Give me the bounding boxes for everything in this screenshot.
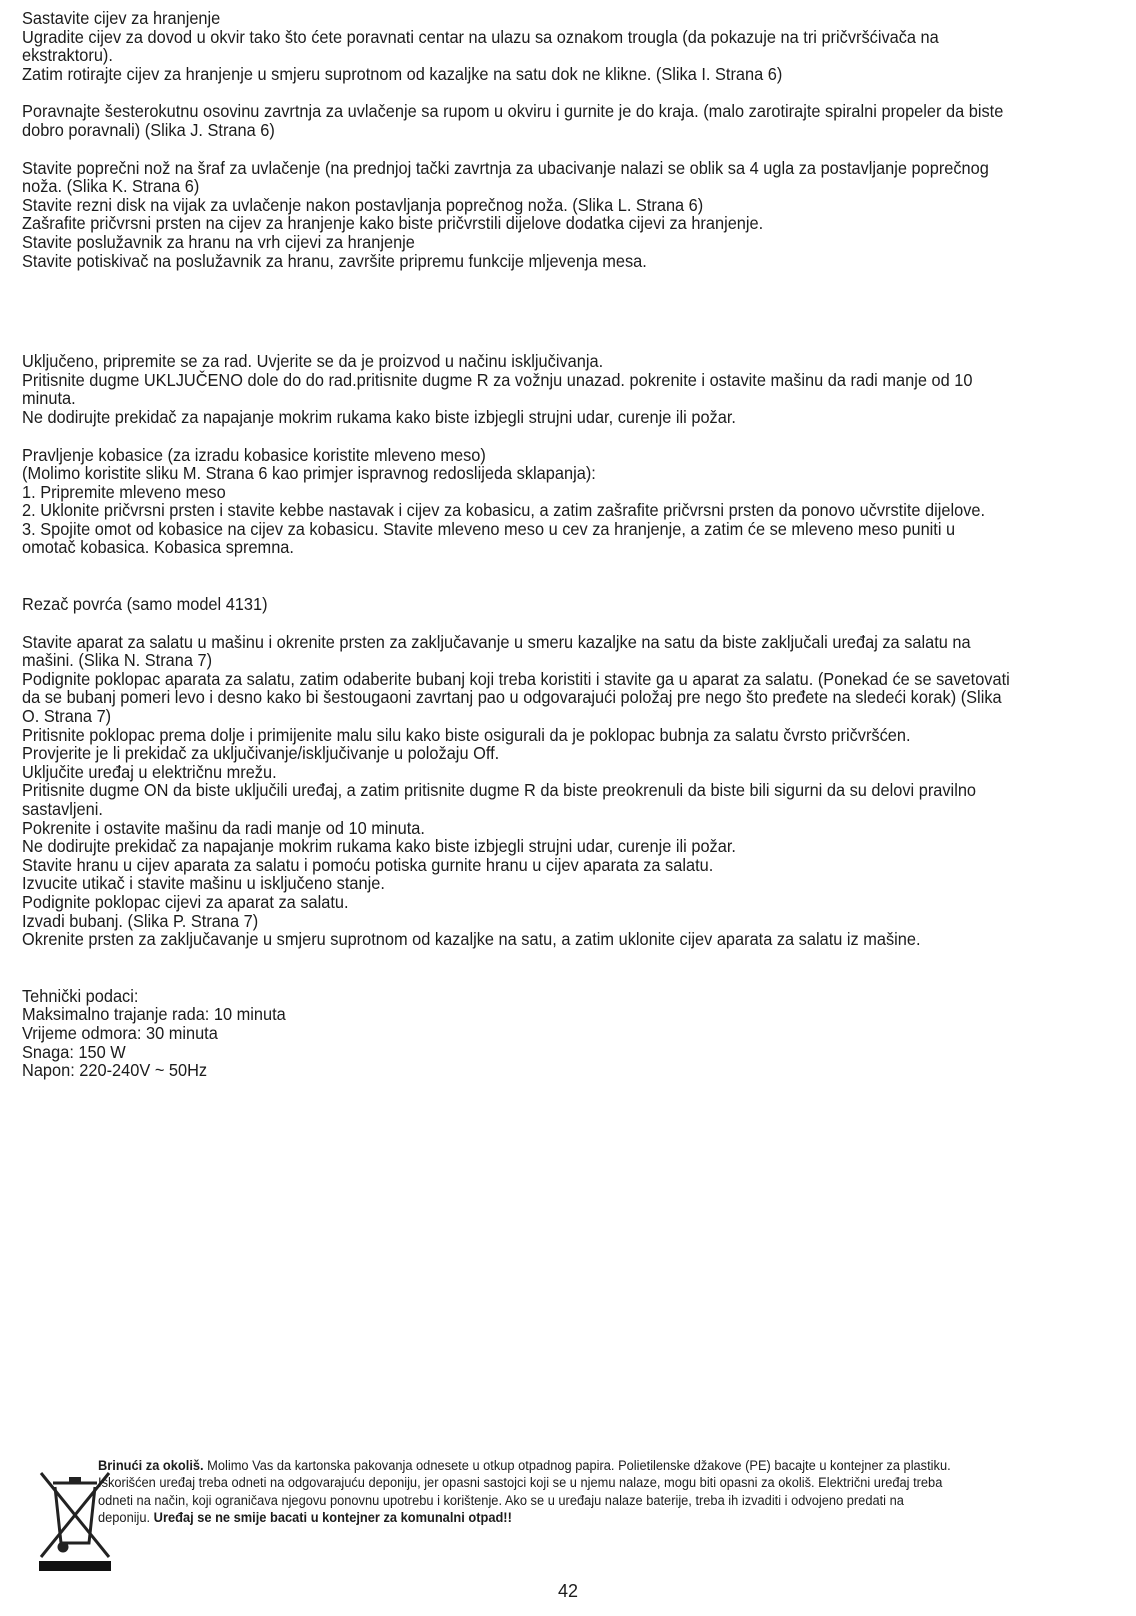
list-item: 3. Spojite omot od kobasice na cijev za kobasicu. Stavite mleveno meso u cev za hranjenje, a zatim će se mleveno meso puniti u — [22, 518, 956, 539]
text-line: Stavite poprečni nož na šraf za uvlačenje (na prednjoj tački zavrtnja za ubacivanje nalazi se oblik sa 4 ugla za postavljanje poprečnog — [22, 157, 989, 178]
page-number: 42 — [557, 1581, 579, 1601]
text-line: omotač kobasica. Kobasica spremna. — [22, 537, 294, 558]
text-line: Stavite hranu u cijev aparata za salatu i pomoću potiska gurnite hranu u cijev aparata za salatu. — [22, 854, 714, 875]
eco-line: Iskorišćen uređaj treba odneti na odgovarajuću deponiju, jer opasni sastojci koji se u njemu nalaze, mogu biti opasni za okoliš. Električni uređaj treba — [98, 1475, 943, 1492]
text-line: O. Strana 7) — [22, 706, 112, 727]
text-line: Pokrenite i ostavite mašinu da radi manje od 10 minuta. — [22, 817, 425, 838]
list-item: 1. Pripremite mleveno meso — [22, 481, 226, 502]
text-line: Podignite poklopac cijevi za aparat za salatu. — [22, 891, 349, 912]
text-line: Uključeno, pripremite se za rad. Uvjerite se da je proizvod u načinu isključivanja. — [22, 351, 604, 372]
spec-line: Napon: 220-240V ~ 50Hz — [22, 1060, 208, 1081]
text-line: Izvadi bubanj. (Slika P. Strana 7) — [22, 910, 259, 931]
eco-title: Brinući za okoliš. — [98, 1458, 204, 1474]
eco-text-1: Molimo Vas da kartonska pakovanja odnesete u otkup otpadnog papira. Polietilenske džakove (PE) bacajte u kontejner za plastiku. — [203, 1458, 951, 1474]
text-line: Ugradite cijev za dovod u okvir tako što ćete poravnati centar na ulazu sa oznakom trougla (da pokazuje na tri pričvršćivača na — [22, 26, 939, 47]
text-line: Izvucite utikač i stavite mašinu u isključeno stanje. — [22, 873, 385, 894]
text-line: Okrenite prsten za zaključavanje u smjeru suprotnom od kazaljke na satu, a zatim uklonite cijev aparata za salatu iz mašine. — [22, 929, 921, 950]
text-line: noža. (Slika K. Strana 6) — [22, 176, 200, 197]
spec-line: Vrijeme odmora: 30 minuta — [22, 1022, 218, 1043]
eco-text-4: deponiju. — [98, 1510, 154, 1527]
spec-line: Snaga: 150 W — [22, 1041, 126, 1062]
text-line: minuta. — [22, 388, 76, 409]
text-line: da se bubanj pomeri levo i desno kako bi šestougaoni zavrtanj pao u odgovarajući položaj pre nego što pređete na sledeći korak) (Slika — [22, 687, 1002, 708]
section-sausage — [22, 446, 1036, 558]
text-line: Ne dodirujte prekidač za napajanje mokrim rukama kako biste izbjegli strujni udar, curenje ili požar. — [22, 406, 736, 427]
text-line: Zašrafite pričvrsni prsten na cijev za hranjenje kako biste pričvrstili dijelove dodatka cijevi za hranjenje. — [22, 213, 764, 234]
eco-warning: Uređaj se ne smije bacati u kontejner za komunalni otpad!! — [153, 1510, 512, 1527]
spec-line: Maksimalno trajanje rada: 10 minuta — [22, 1004, 286, 1025]
section-technical-data — [22, 987, 1036, 1080]
section-heading: Sastavite cijev za hranjenje — [22, 8, 221, 28]
eco-notice — [35, 1458, 1115, 1578]
text-line: Zatim rotirajte cijev za hranjenje u smjeru suprotnom od kazaljke na satu dok ne klikne. (Slika I. Strana 6) — [22, 63, 783, 84]
eco-line — [98, 1510, 1112, 1527]
text-line: Stavite poslužavnik za hranu na vrh cijevi za hranjenje — [22, 231, 415, 252]
text-line: (Molimo koristite sliku M. Strana 6 kao primjer ispravnog redoslijeda sklapanja): — [22, 463, 596, 484]
text-line: Provjerite je li prekidač za uključivanje/isključivanje u položaju Off. — [22, 743, 500, 764]
text-line: Ne dodirujte prekidač za napajanje mokrim rukama kako biste izbjegli strujni udar, curenje ili požar. — [22, 836, 736, 857]
text-line: dobro poravnali) (Slika J. Strana 6) — [22, 119, 275, 140]
text-line: Stavite rezni disk na vijak za uvlačenje nakon postavljanja poprečnog noža. (Slika L. Strana 6) — [22, 194, 704, 215]
text-line: Poravnajte šesterokutnu osovinu zavrtnja za uvlačenje sa rupom u okviru i gurnite je do kraja. (malo zarotirajte spiralni propeler da biste — [22, 101, 1004, 122]
eco-text — [98, 1458, 1112, 1528]
section-feeding-tube — [22, 9, 1036, 270]
text-line: mašini. (Slika N. Strana 7) — [22, 650, 213, 671]
section-heading: Pravljenje kobasice (za izradu kobasice koristite mleveno meso) — [22, 444, 486, 465]
section-vegetable-cutter — [22, 595, 1036, 949]
text-line: ekstraktoru). — [22, 45, 113, 66]
text-line: Uključite uređaj u električnu mrežu. — [22, 761, 277, 782]
list-item: 2. Uklonite pričvrsni prsten i stavite kebbe nastavak i cijev za kobasicu, a zatim zašrafite pričvrsni prsten da ponovo učvrstite dijelove. — [22, 500, 986, 521]
manual-body — [22, 9, 1036, 1080]
section-heading: Rezač povrća (samo model 4131) — [22, 594, 268, 615]
eco-line — [98, 1458, 1112, 1475]
section-operation — [22, 352, 1036, 426]
text-line: Stavite potiskivač na poslužavnik za hranu, završite pripremu funkcije mljevenja mesa. — [22, 250, 647, 271]
section-heading: Tehnički podaci: — [22, 985, 139, 1006]
text-line: Pritisnite dugme ON da biste uključili uređaj, a zatim pritisnite dugme R da biste preokrenuli da biste bili sigurni da su delovi pravilno — [22, 780, 977, 801]
text-line: Stavite aparat za salatu u mašinu i okrenite prsten za zaključavanje u smeru kazaljke na satu da biste zaključali uređaj za salatu na — [22, 631, 971, 652]
text-line: Podignite poklopac aparata za salatu, zatim odaberite bubanj koji treba koristiti i stavite ga u aparat za salatu. (Ponekad će se savetovati — [22, 668, 1010, 689]
text-line: Pritisnite poklopac prema dolje i primijenite malu silu kako biste osigurali da je poklopac bubnja za salatu čvrsto pričvršćen. — [22, 724, 911, 745]
eco-line: odneti na način, koji ograničava njegovu ponovnu upotrebu i korištenje. Ako se u uređaju nalaze baterije, treba ih izvaditi i odvojeno predati na — [98, 1492, 904, 1509]
text-line: Pritisnite dugme UKLJUČENO dole do do rad.pritisnite dugme R za vožnju unazad. pokrenite i ostavite mašinu da radi manje od 10 — [22, 369, 973, 390]
text-line: sastavljeni. — [22, 799, 103, 819]
